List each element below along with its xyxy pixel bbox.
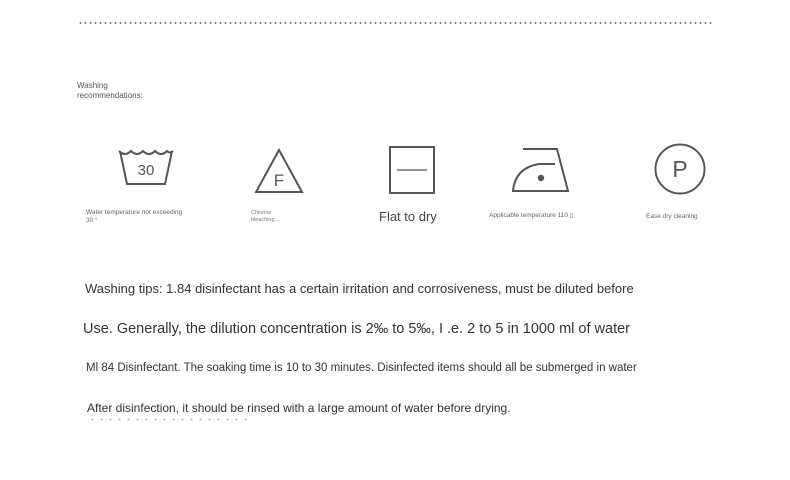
dry-clean-symbol: P xyxy=(672,156,688,182)
wash-temperature-symbol: 30 xyxy=(137,162,155,179)
dry-clean-caption: Ease dry cleaning xyxy=(646,213,698,220)
dry-clean-circle-icon xyxy=(653,142,707,196)
washing-heading: Washing recommendations: xyxy=(77,81,143,100)
flat-dry-caption: Flat to dry xyxy=(379,209,437,224)
truncated-text-remnant xyxy=(88,418,248,421)
iron-caption: Applicable temperature 110 ▯ xyxy=(489,212,574,219)
flat-dry-square-icon xyxy=(388,145,436,195)
tip-line-1: Washing tips: 1.84 disinfectant has a certain irritation and corrosiveness, must be diluted before xyxy=(85,281,634,296)
tip-line-2: Use. Generally, the dilution concentration is 2‰ to 5‰, I .e. 2 to 5 in 1000 ml of water xyxy=(83,321,630,337)
wash-tub-icon xyxy=(117,147,175,189)
tip-line-3: Ml 84 Disinfectant. The soaking time is 10 to 30 minutes. Disinfected items should all be submerged in water xyxy=(86,362,637,374)
bleach-caption: Chlorine bleaching ... xyxy=(251,210,281,223)
wash-caption: Water temperature not exceeding 30 ° xyxy=(86,209,183,224)
bleach-symbol: F xyxy=(273,171,285,190)
iron-icon xyxy=(511,146,571,194)
chlorine-bleach-triangle-icon xyxy=(253,147,305,195)
tip-line-4: After disinfection, it should be rinsed with a large amount of water before drying. xyxy=(87,401,511,415)
dotted-divider xyxy=(78,22,712,24)
